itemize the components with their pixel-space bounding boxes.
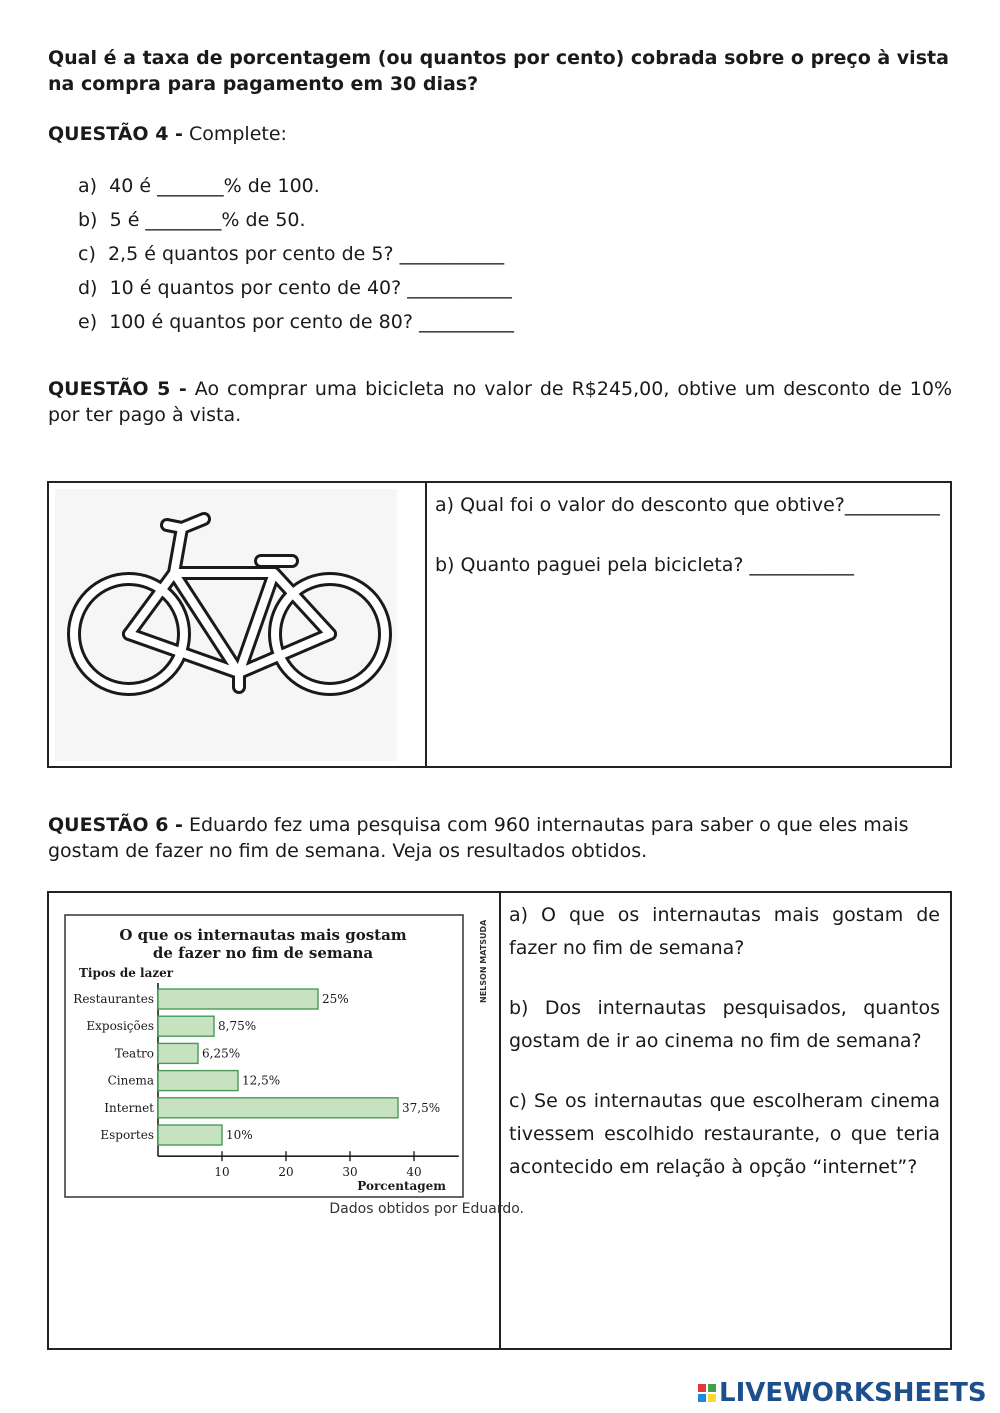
- bar-chart: [49, 893, 497, 1346]
- question-5-label: QUESTÃO 5 -: [48, 378, 187, 400]
- bicycle-cell: [48, 482, 426, 767]
- data-label: 37,5%: [402, 1100, 441, 1115]
- bar: [158, 1016, 214, 1036]
- data-label: 25%: [322, 992, 349, 1006]
- bicycle-image: [49, 483, 425, 762]
- logo-icon: [698, 1384, 716, 1402]
- item-letter: c): [78, 243, 96, 265]
- bar: [158, 989, 318, 1009]
- question-5-heading: [48, 376, 952, 428]
- data-label: 6,25%: [202, 1046, 241, 1061]
- item-text: 10 é quantos por cento de 40? ___________: [109, 277, 512, 299]
- item-text: 2,5 é quantos por cento de 5? ___________: [107, 243, 505, 265]
- question-6-heading: [48, 812, 952, 864]
- question-6-text: Eduardo fez uma pesquisa com 960 internautas para saber o que eles mais gostam de fazer no fim de semana. Veja os resultados obtidos.: [48, 814, 909, 862]
- chart-title: de fazer no fim de semana: [152, 944, 374, 962]
- item-text: 40 é _______% de 100.: [109, 175, 320, 197]
- list-item: [78, 309, 514, 343]
- item-letter: a): [78, 175, 98, 197]
- bar: [158, 1125, 222, 1145]
- item-letter: e): [78, 311, 98, 333]
- logo-square: [708, 1394, 716, 1402]
- question-6-answers-cell: [500, 892, 951, 1349]
- item-letter: b): [78, 209, 98, 231]
- category-label: Internet: [104, 1100, 154, 1115]
- category-label: Cinema: [107, 1073, 154, 1088]
- category-label: Restaurantes: [73, 992, 154, 1006]
- logo-square: [708, 1384, 716, 1392]
- item-letter: d): [78, 277, 98, 299]
- x-axis-label: Porcentagem: [357, 1179, 446, 1194]
- question-4-items: [78, 173, 514, 343]
- chart-source: Dados obtidos por Eduardo.: [329, 1201, 524, 1217]
- list-item: [78, 173, 514, 207]
- data-label: 10%: [226, 1128, 253, 1142]
- x-tick-label: 30: [342, 1165, 358, 1180]
- logo-text: LIVEWORKSHEETS: [719, 1378, 987, 1408]
- illustrator-credit: NELSON MATSUDA: [479, 919, 488, 1003]
- question-4-text: Complete:: [188, 123, 287, 145]
- question-6-b: b) Dos internautas pesquisados, quantos gostam de ir ao cinema no fim de semana?: [509, 997, 940, 1052]
- bar: [158, 1043, 198, 1063]
- x-tick-label: 40: [406, 1165, 422, 1180]
- chart-container: [49, 893, 524, 1346]
- question-4-heading: [48, 121, 287, 147]
- liveworksheets-logo[interactable]: [698, 1378, 987, 1408]
- chart-title: O que os internautas mais gostam: [119, 926, 407, 944]
- question-6-label: QUESTÃO 6 -: [48, 814, 183, 836]
- x-tick-label: 20: [278, 1165, 294, 1180]
- category-label: Teatro: [114, 1046, 154, 1061]
- logo-square: [698, 1394, 706, 1402]
- item-text: 5 é ________% de 50.: [109, 209, 306, 231]
- category-label: Esportes: [100, 1128, 154, 1142]
- list-item: [78, 207, 514, 241]
- question-6-a: a) O que os internautas mais gostam de fazer no fim de semana?: [509, 904, 940, 959]
- question-5-answers-cell: [426, 482, 951, 767]
- bar: [158, 1071, 238, 1091]
- x-tick-label: 10: [214, 1165, 230, 1180]
- question-5-table: [47, 481, 952, 768]
- question-6-table: [47, 891, 952, 1350]
- list-item: [78, 241, 514, 275]
- chart-cell: [48, 892, 524, 1349]
- list-item: [78, 275, 514, 309]
- category-label: Exposições: [86, 1019, 154, 1034]
- bar: [158, 1098, 398, 1118]
- question-5-a: a) Qual foi o valor do desconto que obtive?__________: [435, 494, 940, 516]
- question-5-b: b) Quanto paguei pela bicicleta? ___________: [435, 554, 855, 576]
- data-label: 12,5%: [242, 1073, 281, 1088]
- logo-square: [698, 1384, 706, 1392]
- data-label: 8,75%: [218, 1019, 257, 1034]
- y-axis-label: Tipos de lazer: [79, 966, 174, 980]
- intro-question: Qual é a taxa de porcentagem (ou quantos por cento) cobrada sobre o preço à vista na compra para pagamento em 30 dias?: [48, 47, 949, 95]
- question-5-text: Ao comprar uma bicicleta no valor de R$245,00, obtive um desconto de 10% por ter pago à vista.: [48, 378, 952, 426]
- item-text: 100 é quantos por cento de 80? __________: [109, 311, 514, 333]
- question-6-c: c) Se os internautas que escolheram cinema tivessem escolhido restaurante, o que teria acontecido em relação à opção “internet”?: [509, 1090, 940, 1178]
- question-4-label: QUESTÃO 4 -: [48, 123, 183, 145]
